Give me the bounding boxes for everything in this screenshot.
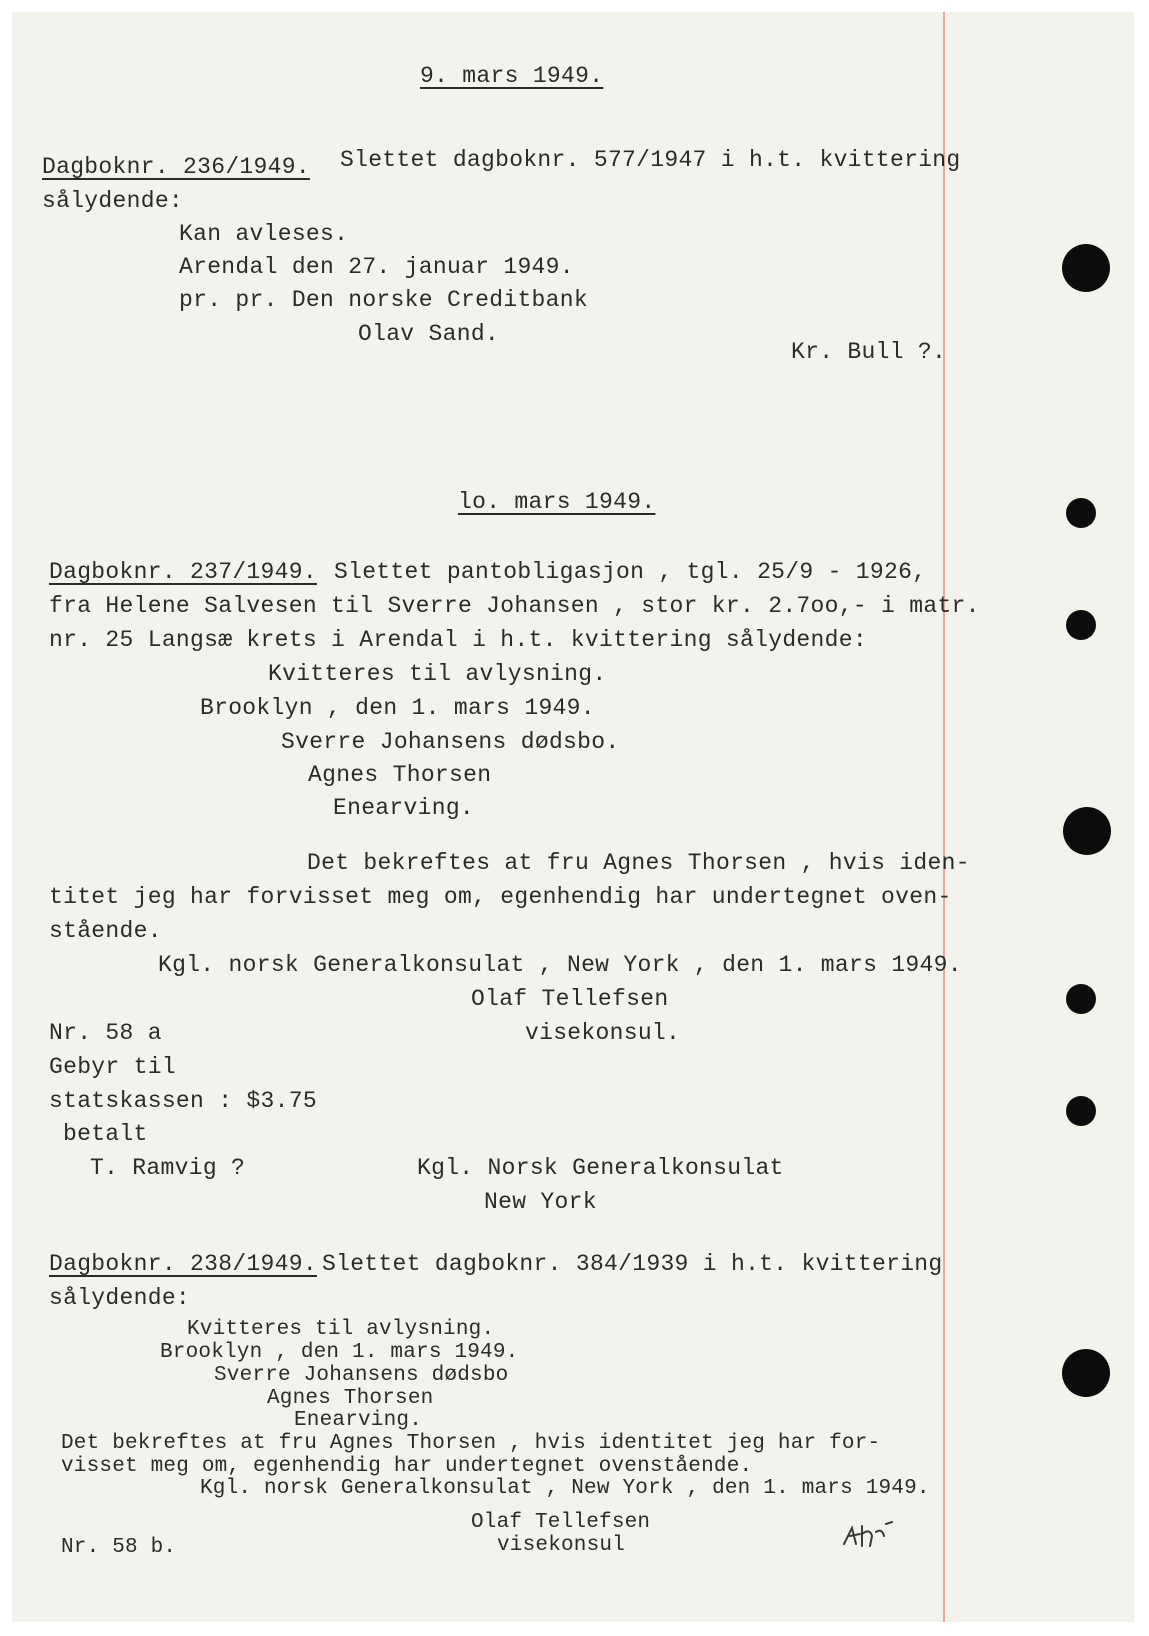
entry-reference: Dagboknr. 236/1949.: [42, 154, 310, 180]
entry-line: visekonsul.: [525, 1020, 681, 1046]
fee-line: T. Ramvig ?: [90, 1155, 246, 1181]
entry-line: visekonsul: [497, 1534, 626, 1557]
entry-reference: Dagboknr. 238/1949.: [49, 1251, 317, 1277]
entry-line: Kvitteres til avlysning.: [268, 661, 607, 687]
punch-hole: [1062, 244, 1110, 292]
entry-line: Kgl. norsk Generalkonsulat , New York , den 1. mars 1949.: [200, 1477, 930, 1500]
entry-line: Sverre Johansens dødsbo.: [281, 729, 620, 755]
entry-line: visset meg om, egenhendig har undertegnet ovenstående.: [61, 1455, 753, 1478]
punch-hole: [1063, 807, 1111, 855]
punch-hole: [1066, 984, 1096, 1014]
entry-line: Kan avleses.: [179, 221, 349, 247]
entry-line: pr. pr. Den norske Creditbank: [179, 287, 588, 313]
entry-line: Slettet dagboknr. 577/1947 i h.t. kvittering: [340, 147, 961, 173]
fee-line: Gebyr til: [49, 1054, 176, 1080]
fee-line: betalt: [63, 1121, 148, 1147]
punch-hole: [1066, 610, 1096, 640]
entry-line: stående.: [49, 918, 162, 944]
entry-line: sålydende:: [42, 188, 184, 214]
entry-line: Slettet pantobligasjon , tgl. 25/9 - 1926,: [334, 559, 927, 585]
entry-line: Kvitteres til avlysning.: [187, 1318, 495, 1341]
entry-line: Slettet dagboknr. 384/1939 i h.t. kvittering: [322, 1251, 943, 1277]
punch-hole: [1062, 1349, 1110, 1397]
punch-hole: [1066, 1096, 1096, 1126]
entry-line: Agnes Thorsen: [267, 1387, 434, 1410]
stamp-line: New York: [484, 1189, 597, 1215]
entry-line: Enearving.: [333, 795, 475, 821]
signature-line: Kr. Bull ?.: [791, 339, 947, 365]
entry-line: Olav Sand.: [358, 321, 500, 347]
fee-line: Nr. 58 b.: [61, 1536, 177, 1559]
document-page: [12, 12, 1134, 1622]
entry-date: 9. mars 1949.: [420, 63, 604, 89]
margin-rule: [943, 12, 945, 1622]
entry-date: lo. mars 1949.: [458, 489, 656, 515]
entry-reference: Dagboknr. 237/1949.: [49, 559, 317, 585]
entry-line: Olaf Tellefsen: [471, 986, 669, 1012]
entry-line: Olaf Tellefsen: [471, 1511, 651, 1534]
entry-line: Brooklyn , den 1. mars 1949.: [200, 695, 595, 721]
entry-line: Arendal den 27. januar 1949.: [179, 254, 574, 280]
entry-line: sålydende:: [49, 1285, 191, 1311]
handwritten-initials-signature: [840, 1514, 910, 1554]
entry-line: titet jeg har forvisset meg om, egenhendig har undertegnet oven-: [49, 884, 952, 910]
fee-line: Nr. 58 a: [49, 1020, 162, 1046]
entry-line: Det bekreftes at fru Agnes Thorsen , hvis iden-: [307, 850, 970, 876]
entry-line: Det bekreftes at fru Agnes Thorsen , hvis identitet jeg har for-: [61, 1432, 881, 1455]
fee-line: statskassen : $3.75: [49, 1088, 317, 1114]
punch-hole: [1066, 498, 1096, 528]
entry-line: Enearving.: [294, 1409, 423, 1432]
entry-line: Agnes Thorsen: [308, 762, 492, 788]
entry-line: Kgl. norsk Generalkonsulat , New York , den 1. mars 1949.: [158, 952, 962, 978]
entry-line: fra Helene Salvesen til Sverre Johansen , stor kr. 2.7oo,- i matr.: [49, 593, 980, 619]
stamp-line: Kgl. Norsk Generalkonsulat: [417, 1155, 784, 1181]
entry-line: Brooklyn , den 1. mars 1949.: [160, 1341, 519, 1364]
entry-line: Sverre Johansens dødsbo: [214, 1364, 509, 1387]
entry-line: nr. 25 Langsæ krets i Arendal i h.t. kvittering sålydende:: [49, 627, 867, 653]
